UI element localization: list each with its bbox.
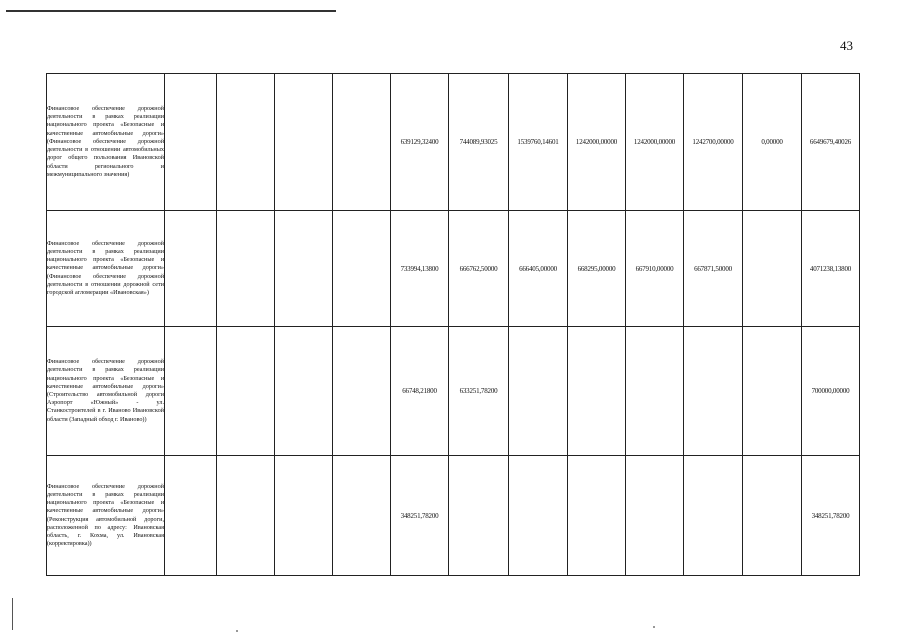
scan-edge-mark xyxy=(12,598,13,630)
value-cell xyxy=(509,456,568,576)
page-number: 43 xyxy=(840,38,853,53)
value-cell: 1242000,00000 xyxy=(626,74,684,211)
value-cell: 700000,00000 xyxy=(802,327,860,456)
value-cell xyxy=(217,456,275,576)
value-cell xyxy=(568,327,626,456)
value-cell xyxy=(217,211,275,327)
value-cell xyxy=(743,327,802,456)
value-cell: 666762,50000 xyxy=(449,211,509,327)
value-cell: 6649679,40026 xyxy=(802,74,860,211)
table-row xyxy=(47,456,860,576)
value-cell: 633251,78200 xyxy=(449,327,509,456)
budget-table xyxy=(46,73,860,576)
value-cell: 1242000,00000 xyxy=(568,74,626,211)
scan-speck xyxy=(236,630,238,632)
value-cell: 1539760,14601 xyxy=(509,74,568,211)
value-cell xyxy=(275,211,333,327)
value-cell: 733994,13800 xyxy=(391,211,449,327)
value-cell xyxy=(743,456,802,576)
value-cell xyxy=(333,327,391,456)
value-cell: 348251,78200 xyxy=(391,456,449,576)
row-description: Финансовое обеспечение дорожной деятельности в рамках реализации национального проекта «Безопасные и качественные автомобильные дороги» (Строительство автомобильной дороги Аэропорт «Южный» - ул. Станкостроителей в г. Иваново Ивановской области (Западный обход г. Иваново)) xyxy=(47,327,165,456)
value-cell xyxy=(333,211,391,327)
value-cell xyxy=(165,327,217,456)
value-cell xyxy=(333,456,391,576)
table-row xyxy=(47,74,860,211)
value-cell: 66748,21800 xyxy=(391,327,449,456)
value-cell: 4071238,13800 xyxy=(802,211,860,327)
value-cell: 666405,00000 xyxy=(509,211,568,327)
value-cell xyxy=(275,74,333,211)
row-description: Финансовое обеспечение дорожной деятельности в рамках реализации национального проекта «Безопасные и качественные автомобильные дороги» (Финансовое обеспечение дорожной деятельности в отношении дорожной сети городской агломерации «Ивановская») xyxy=(47,211,165,327)
scan-edge-line xyxy=(6,10,336,12)
value-cell: 639129,32400 xyxy=(391,74,449,211)
row-description: Финансовое обеспечение дорожной деятельности в рамках реализации национального проекта «Безопасные и качественные автомобильные дороги» (Финансовое обеспечение дорожной деятельности в отношении автомобильных дорог общего пользования Ивановской области регионального и межмуниципального значения) xyxy=(47,74,165,211)
value-cell xyxy=(333,74,391,211)
table-row xyxy=(47,327,860,456)
value-cell xyxy=(568,456,626,576)
value-cell xyxy=(626,456,684,576)
value-cell: 348251,78200 xyxy=(802,456,860,576)
value-cell xyxy=(165,456,217,576)
value-cell xyxy=(684,456,743,576)
table-row xyxy=(47,211,860,327)
value-cell xyxy=(626,327,684,456)
value-cell: 667871,50000 xyxy=(684,211,743,327)
value-cell xyxy=(743,211,802,327)
value-cell xyxy=(217,74,275,211)
value-cell xyxy=(165,74,217,211)
value-cell xyxy=(509,327,568,456)
value-cell: 1242700,00000 xyxy=(684,74,743,211)
value-cell: 667910,00000 xyxy=(626,211,684,327)
value-cell xyxy=(275,327,333,456)
scan-speck xyxy=(653,626,655,628)
row-description: Финансовое обеспечение дорожной деятельности в рамках реализации национального проекта «Безопасные и качественные автомобильные дороги» (Реконструкция автомобильной дороги, расположенной по адресу: Ивановская область, г. Кохма, ул. Ивановская (корректировка)) xyxy=(47,456,165,576)
value-cell: 744089,93025 xyxy=(449,74,509,211)
value-cell xyxy=(449,456,509,576)
value-cell xyxy=(217,327,275,456)
value-cell xyxy=(684,327,743,456)
value-cell: 668295,00000 xyxy=(568,211,626,327)
value-cell xyxy=(165,211,217,327)
value-cell xyxy=(275,456,333,576)
value-cell: 0,00000 xyxy=(743,74,802,211)
